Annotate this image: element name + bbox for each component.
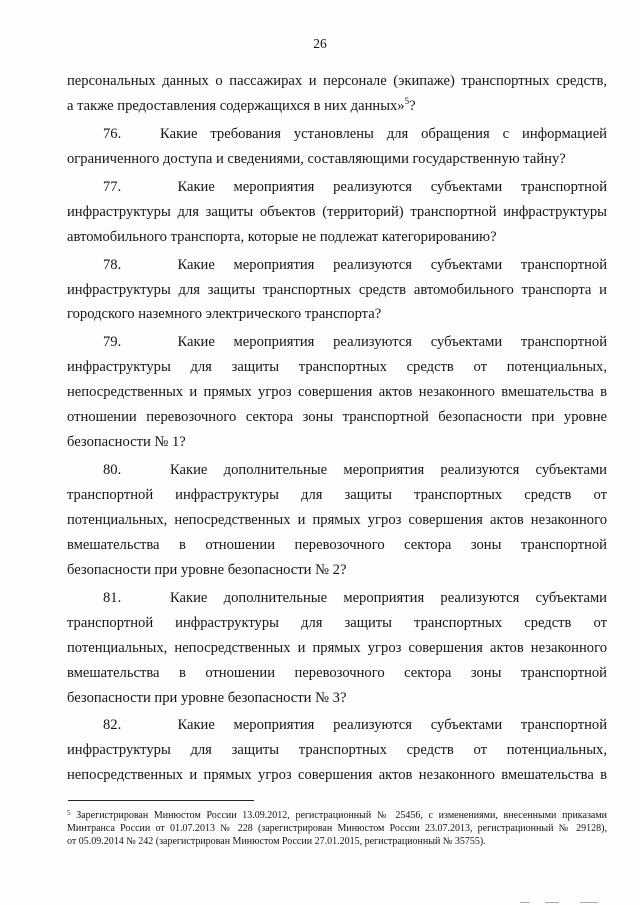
question-line: вмешательства в отношении перевозочного сектора зоны транспортной — [67, 665, 607, 681]
question-line: непосредственных и прямых угроз совершения актов незаконного вмешательства в — [67, 384, 607, 400]
question-line: ограниченного доступа и сведениями, составляющими государственную тайну? — [67, 151, 566, 167]
footnote-text: Зарегистрирован Минюстом России 13.09.2012, регистрационный № 25456, с изменениями, внесенными приказами — [76, 810, 608, 821]
question-number: 79. — [103, 334, 122, 350]
question-text: Какие мероприятия реализуются субъектами транспортной — [177, 717, 608, 733]
question-line: безопасности при уровне безопасности № 2? — [67, 562, 347, 578]
footnote-separator — [68, 800, 254, 801]
question-line: отношении перевозочного сектора зоны транспортной безопасности при уровне — [67, 409, 607, 425]
question-line: инфраструктуры для защиты транспортных средств автомобильного транспорта и — [67, 282, 607, 298]
question-line: городского наземного электрического транспорта? — [67, 306, 382, 322]
question-line: безопасности № 1? — [67, 434, 186, 450]
question-78-first-line — [103, 256, 607, 274]
question-number: 81. — [103, 590, 122, 606]
text-span: ? — [409, 98, 416, 114]
question-82-first-line — [103, 716, 607, 734]
footnote-line: от 05.09.2014 № 242 (зарегистрирован Минюстом России 27.01.2015, регистрационный № 35755). — [67, 836, 486, 847]
question-line: автомобильного транспорта, которые не подлежат категорированию? — [67, 229, 497, 245]
question-text: Какие мероприятия реализуются субъектами транспортной — [177, 334, 608, 350]
question-77-first-line — [103, 178, 607, 196]
question-81-first-line — [103, 589, 607, 607]
question-line: вмешательства в отношении перевозочного сектора зоны транспортной — [67, 537, 607, 553]
question-number: 82. — [103, 717, 122, 733]
text-span: а также предоставления содержащихся в них данных» — [67, 98, 405, 114]
question-line: инфраструктуры для защиты транспортных средств от потенциальных, — [67, 742, 607, 758]
question-line: непосредственных и прямых угроз совершения актов незаконного вмешательства в — [67, 767, 607, 783]
footnote-reference: 5 — [404, 96, 410, 106]
question-text: Какие мероприятия реализуются субъектами транспортной — [177, 179, 608, 195]
question-text: Какие дополнительные мероприятия реализуются субъектами — [170, 462, 607, 478]
question-line: потенциальных, непосредственных и прямых угроз совершения актов незаконного — [67, 640, 607, 656]
question-number: 77. — [103, 179, 122, 195]
question-line: транспортной инфраструктуры для защиты транспортных средств от — [67, 615, 607, 631]
question-text: Какие требования установлены для обращения с информацией — [160, 126, 607, 142]
footnote-marker: 5 — [67, 809, 71, 817]
question-number: 80. — [103, 462, 122, 478]
text-line: персональных данных о пассажирах и персонале (экипаже) транспортных средств, — [67, 73, 607, 89]
question-line: транспортной инфраструктуры для защиты транспортных средств от — [67, 487, 607, 503]
footnote-line: Минтранса России от 01.07.2013 № 228 (зарегистрирован Минюстом России 23.07.2013, регистрационный № 29128), — [67, 823, 607, 834]
question-80-first-line — [103, 461, 607, 479]
footnote-line — [67, 810, 607, 822]
scan-artifact — [520, 902, 530, 903]
question-79-first-line — [103, 333, 607, 351]
question-number: 76. — [103, 126, 122, 142]
scan-artifact — [545, 902, 559, 903]
question-line: потенциальных, непосредственных и прямых угроз совершения актов незаконного — [67, 512, 607, 528]
question-line: инфраструктуры для защиты транспортных средств от потенциальных, — [67, 359, 607, 375]
scan-artifact — [580, 902, 598, 903]
text-line — [67, 97, 607, 115]
question-text: Какие дополнительные мероприятия реализуются субъектами — [170, 590, 607, 606]
question-number: 78. — [103, 257, 122, 273]
question-line: инфраструктуры для защиты объектов (территорий) транспортной инфраструктуры — [67, 204, 607, 220]
page-number: 26 — [313, 36, 327, 51]
question-line: безопасности при уровне безопасности № 3? — [67, 690, 347, 706]
question-text: Какие мероприятия реализуются субъектами транспортной — [177, 257, 608, 273]
question-76-first-line — [103, 125, 607, 143]
